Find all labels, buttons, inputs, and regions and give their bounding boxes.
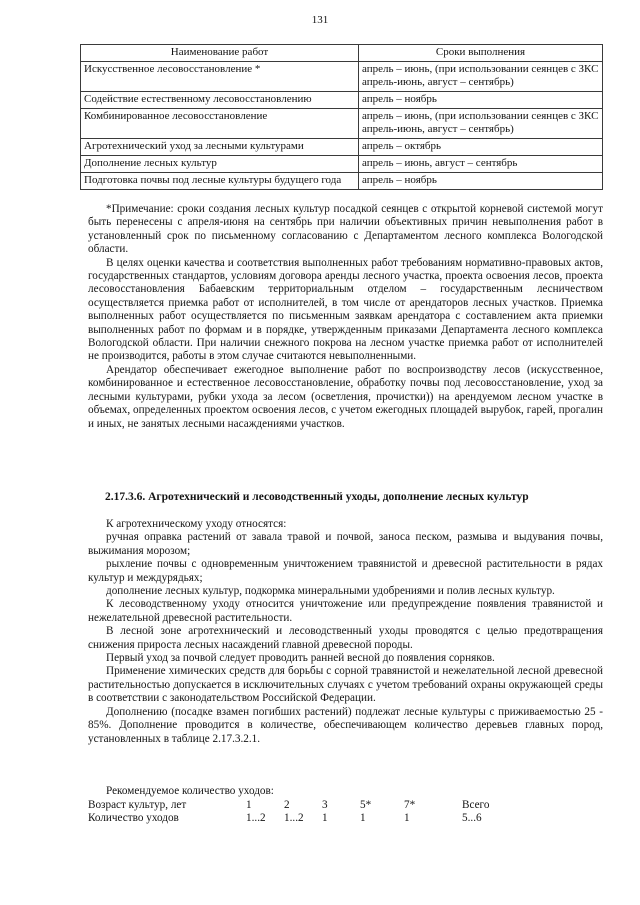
- count-value: 1: [360, 812, 366, 825]
- table-row: [81, 92, 603, 109]
- section-heading: 2.17.3.6. Агротехнический и лесоводственный уходы, дополнение лесных культур: [105, 491, 529, 503]
- table-row: [81, 156, 603, 173]
- notes-block: [88, 203, 603, 431]
- age-value: 5*: [360, 799, 372, 811]
- paragraph: дополнение лесных культур, подкормка минеральными удобрениями и полив лесных культур.: [106, 585, 555, 598]
- table-header-row: [81, 45, 603, 62]
- paragraph: В лесной зоне агротехнический и лесоводственный уходы проводятся с целью предотвращения снижения прироста лесных насаждений главной древесной породы.: [88, 625, 603, 651]
- cell-work: Агротехнический уход за лесными культурами: [81, 139, 359, 156]
- count-label: Количество уходов: [88, 812, 179, 825]
- cell-work: Дополнение лесных культур: [81, 156, 359, 173]
- paragraph: Дополнению (посадке взамен погибших растений) подлежат лесные культуры с приживаемостью 25 - 85%. Дополнение проводится в количестве, обеспечивающем количество деревьев главных пород, установленных в таблице 2.17.3.2.1.: [88, 705, 603, 745]
- header-period: Сроки выполнения: [359, 45, 603, 62]
- count-value: 1...2: [284, 812, 304, 825]
- age-value: 2: [284, 799, 290, 811]
- works-schedule-table: [80, 44, 603, 190]
- section-body: [88, 518, 603, 746]
- paragraph: ручная оправка растений от завала травой и почвой, заноса песком, размыва и выдувания почвы, выжимания морозом;: [88, 531, 603, 557]
- header-work-name: Наименование работ: [81, 45, 359, 62]
- paragraph: В целях оценки качества и соответствия выполненных работ требованиям нормативно-правовых актов, государственных стандартов, условиям договора аренды лесного участка, проекта освоения лесов, проекта лесовосстановления Бабаевским территориальным отделом – государственным лесничеством осуществляется приемка работ от исполнителей, в том числе от арендаторов лесных участков. Приемка выполненных работ осуществляется по письменным заявкам арендатора с составлением акта приемки выполненных работ по формам и в порядке, утвержденным приказами Департамента лесного комплекса Вологодской области. При наличии снежного покрова на лесном участке приемка работ от исполнителей не производится, работы в этом случае считаются невыполненными.: [88, 256, 603, 363]
- count-value: 1: [322, 812, 328, 825]
- paragraph: рыхление почвы с одновременным уничтожением травянистой и древесной растительности в рядах культур и междурядьях;: [88, 558, 603, 584]
- table-row: [81, 109, 603, 139]
- page-number: 131: [311, 14, 329, 26]
- cell-period: апрель – июнь, (при использовании сеянцев с ЗКС апрель-июнь, август – сентябрь): [359, 109, 603, 139]
- cell-period: апрель – октябрь: [359, 139, 603, 156]
- cell-period: апрель – ноябрь: [359, 92, 603, 109]
- recommended-title: Рекомендуемое количество уходов:: [106, 785, 274, 797]
- cell-work: Искусственное лесовосстановление *: [81, 62, 359, 92]
- paragraph: К лесоводственному уходу относится уничтожение или предупреждение появления травянистой и нежелательной древесной растительности.: [88, 598, 603, 624]
- age-row: [88, 799, 489, 812]
- count-value: 1...2: [246, 812, 266, 825]
- cell-period: апрель – июнь, (при использовании сеянцев с ЗКС апрель-июнь, август – сентябрь): [359, 62, 603, 92]
- table-row: [81, 139, 603, 156]
- paragraph: К агротехническому уходу относятся:: [106, 518, 287, 530]
- age-value: 7*: [404, 799, 416, 811]
- table-row: [81, 173, 603, 190]
- cell-work: Подготовка почвы под лесные культуры будущего года: [81, 173, 359, 190]
- cell-work: Содействие естественному лесовосстановлению: [81, 92, 359, 109]
- table-row: [81, 62, 603, 92]
- paragraph: Арендатор обеспечивает ежегодное выполнение работ по воспроизводству лесов (искусственное, комбинированное и естественное лесовосстановление, обработку почвы под лесовосстановление, уход за лесными культурами, рубки ухода за лесом (осветления, прочистки)) на арендуемом лесном участке в объемах, определенных проектом освоения лесов, с учетом ежегодных площадей вырубок, гарей, прогалин и иных, не занятых лесными насаждениями участков.: [88, 363, 603, 430]
- age-value: 1: [246, 799, 252, 811]
- count-total: 5...6: [462, 812, 482, 825]
- count-value: 1: [404, 812, 410, 825]
- age-total: Всего: [462, 799, 490, 811]
- count-row: [88, 812, 489, 825]
- cell-period: апрель – ноябрь: [359, 173, 603, 190]
- age-label: Возраст культур, лет: [88, 799, 187, 811]
- care-count-table: [88, 799, 489, 826]
- age-value: 3: [322, 799, 328, 811]
- paragraph: Первый уход за почвой следует проводить ранней весной до появления сорняков.: [106, 652, 495, 665]
- cell-period: апрель – июнь, август – сентябрь: [359, 156, 603, 173]
- note-paragraph: *Примечание: сроки создания лесных культур посадкой сеянцев с открытой корневой системой могут быть перенесены с апреля-июня на сентябрь при наличии объективных причин невыполнения работ в установленный срок по письменному согласованию с Департаментом лесного комплекса Вологодской области.: [88, 203, 603, 256]
- cell-work: Комбинированное лесовосстановление: [81, 109, 359, 139]
- paragraph: Применение химических средств для борьбы с сорной травянистой и нежелательной лесной древесной растительностью допускается в исключительных случаях с учетом требований охраны окружающей среды в соответствии с законодательством Российской Федерации.: [88, 665, 603, 705]
- recommended-title-block: [88, 785, 603, 798]
